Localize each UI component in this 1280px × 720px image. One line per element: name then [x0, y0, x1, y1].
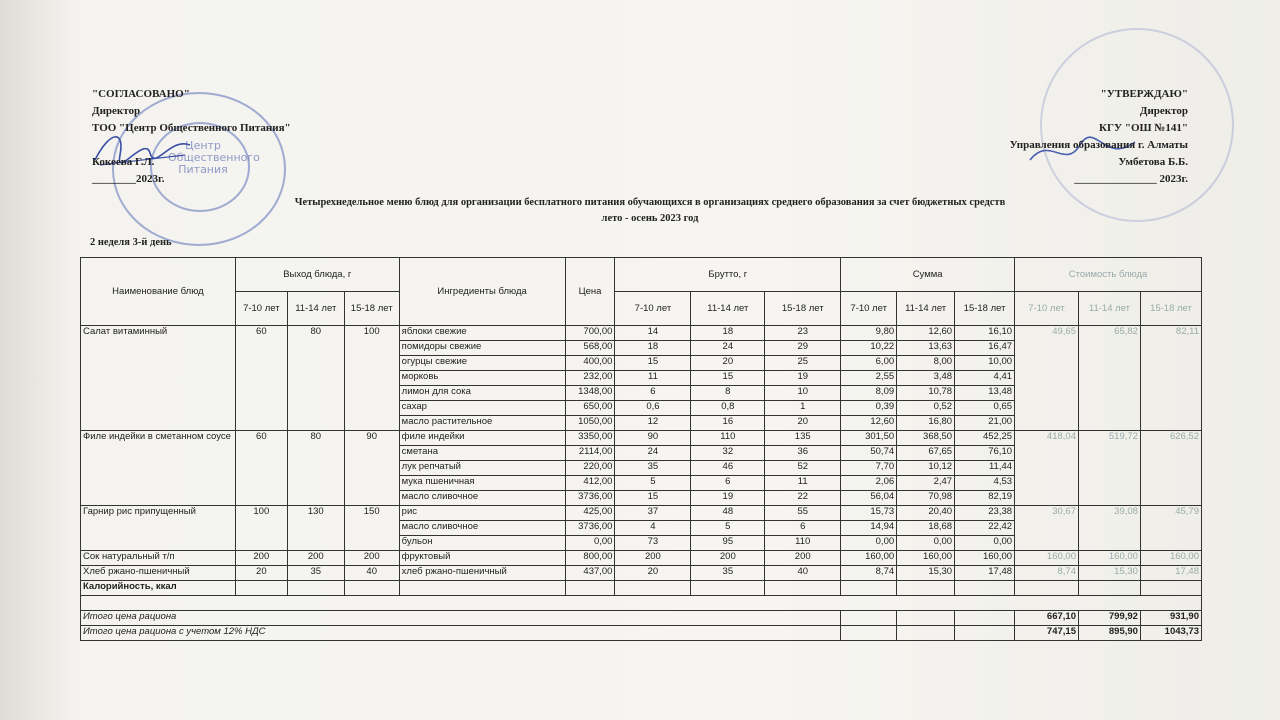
header-brutto-age3: 15-18 лет [765, 292, 841, 326]
brutto-value: 110 [691, 431, 765, 446]
brutto-value: 6 [691, 476, 765, 491]
dish-name: Хлеб ржано-пшеничный [81, 566, 236, 581]
dish-cost: 49,65 [1015, 326, 1079, 431]
sum-value: 9,80 [841, 326, 897, 341]
brutto-value: 90 [615, 431, 691, 446]
brutto-value: 55 [765, 506, 841, 521]
ingredient-name: филе индейки [399, 431, 565, 446]
empty-cell [1078, 581, 1140, 596]
dish-output: 200 [287, 551, 344, 566]
ingredient-name: масло сливочное [399, 521, 565, 536]
sum-value: 56,04 [841, 491, 897, 506]
sum-value: 2,47 [897, 476, 955, 491]
brutto-value: 37 [615, 506, 691, 521]
date-left: ________2023г. [92, 173, 165, 185]
empty-cell [565, 581, 615, 596]
total-row [81, 626, 1202, 641]
sum-value: 18,68 [897, 521, 955, 536]
brutto-value: 35 [691, 566, 765, 581]
sum-value: 0,00 [897, 536, 955, 551]
name-left: Кокеева Г.Л. [92, 156, 155, 168]
brutto-value: 19 [691, 491, 765, 506]
total-value: 667,10 [1015, 611, 1079, 626]
ingredient-name: фруктовый [399, 551, 565, 566]
dish-output: 80 [287, 326, 344, 431]
sum-value: 70,98 [897, 491, 955, 506]
ingredient-price: 437,00 [565, 566, 615, 581]
brutto-value: 135 [765, 431, 841, 446]
ingredient-name: лук репчатый [399, 461, 565, 476]
approval-right [1010, 86, 1188, 188]
brutto-value: 0,6 [615, 401, 691, 416]
dish-cost: 418,04 [1015, 431, 1079, 506]
brutto-value: 12 [615, 416, 691, 431]
empty-cell [955, 581, 1015, 596]
dish-cost: 30,67 [1015, 506, 1079, 551]
ingredient-price: 700,00 [565, 326, 615, 341]
sum-value: 0,00 [955, 536, 1015, 551]
department-right: Управления образования г. Алматы [1009, 139, 1188, 151]
brutto-value: 36 [765, 446, 841, 461]
brutto-value: 10 [765, 386, 841, 401]
brutto-value: 29 [765, 341, 841, 356]
agreed-label: "СОГЛАСОВАНО" [92, 88, 190, 100]
empty-cell [287, 581, 344, 596]
ingredient-price: 650,00 [565, 401, 615, 416]
brutto-value: 6 [615, 386, 691, 401]
brutto-value: 11 [615, 371, 691, 386]
header-sum-age2: 11-14 лет [897, 292, 955, 326]
ingredient-name: огурцы свежие [399, 356, 565, 371]
brutto-value: 14 [615, 326, 691, 341]
dish-cost: 519,72 [1078, 431, 1140, 506]
total-value: 895,90 [1078, 626, 1140, 641]
calories-label: Калорийность, ккал [81, 581, 236, 596]
dish-cost: 39,08 [1078, 506, 1140, 551]
empty-cell [955, 626, 1015, 641]
total-label: Итого цена рациона [81, 611, 841, 626]
sum-value: 76,10 [955, 446, 1015, 461]
sum-value: 0,65 [955, 401, 1015, 416]
header-cost: Стоимость блюда [1015, 258, 1202, 292]
sum-value: 8,09 [841, 386, 897, 401]
header-ingredients: Ингредиенты блюда [399, 258, 565, 326]
empty-cell [841, 581, 897, 596]
empty-cell [615, 581, 691, 596]
header-brutto-age1: 7-10 лет [615, 292, 691, 326]
dish-name: Сок натуральный т/п [81, 551, 236, 566]
brutto-value: 73 [615, 536, 691, 551]
ingredient-row [81, 566, 1202, 581]
brutto-value: 48 [691, 506, 765, 521]
dish-output: 200 [344, 551, 399, 566]
ingredient-row [81, 326, 1202, 341]
empty-cell [399, 581, 565, 596]
brutto-value: 19 [765, 371, 841, 386]
brutto-value: 200 [765, 551, 841, 566]
sum-value: 22,42 [955, 521, 1015, 536]
ingredient-name: мука пшеничная [399, 476, 565, 491]
header-sum-age1: 7-10 лет [841, 292, 897, 326]
sum-value: 21,00 [955, 416, 1015, 431]
document-title [250, 195, 1050, 227]
dish-output: 90 [344, 431, 399, 506]
ingredient-name: рис [399, 506, 565, 521]
dish-name: Салат витаминный [81, 326, 236, 431]
ingredient-name: помидоры свежие [399, 341, 565, 356]
ingredient-price: 1050,00 [565, 416, 615, 431]
empty-cell [235, 581, 287, 596]
header-brutto: Брутто, г [615, 258, 841, 292]
brutto-value: 23 [765, 326, 841, 341]
ingredient-name: масло сливочное [399, 491, 565, 506]
brutto-value: 25 [765, 356, 841, 371]
sum-value: 8,74 [841, 566, 897, 581]
sum-value: 23,38 [955, 506, 1015, 521]
empty-cell [955, 611, 1015, 626]
empty-cell [344, 581, 399, 596]
brutto-value: 1 [765, 401, 841, 416]
header-brutto-age2: 11-14 лет [691, 292, 765, 326]
header-dish-name: Наименование блюд [81, 258, 236, 326]
sum-value: 12,60 [841, 416, 897, 431]
sum-value: 4,41 [955, 371, 1015, 386]
dish-output: 100 [344, 326, 399, 431]
sum-value: 160,00 [955, 551, 1015, 566]
empty-cell [897, 611, 955, 626]
ingredient-name: сметана [399, 446, 565, 461]
dish-cost: 160,00 [1140, 551, 1201, 566]
sum-value: 4,53 [955, 476, 1015, 491]
dish-cost: 160,00 [1078, 551, 1140, 566]
ingredient-price: 412,00 [565, 476, 615, 491]
dish-output: 35 [287, 566, 344, 581]
dish-cost: 82,11 [1140, 326, 1201, 431]
sum-value: 2,55 [841, 371, 897, 386]
sum-value: 15,30 [897, 566, 955, 581]
sum-value: 20,40 [897, 506, 955, 521]
header-cost-age3: 15-18 лет [1140, 292, 1201, 326]
position-left: Директор [92, 105, 141, 117]
ingredient-price: 425,00 [565, 506, 615, 521]
stamp-text: Центр Общественного Питания [168, 139, 260, 176]
ingredient-name: лимон для сока [399, 386, 565, 401]
dish-name: Филе индейки в сметанном соусе [81, 431, 236, 506]
brutto-value: 20 [765, 416, 841, 431]
sum-value: 10,00 [955, 356, 1015, 371]
sum-value: 0,00 [841, 536, 897, 551]
brutto-value: 15 [615, 491, 691, 506]
header-output-age3: 15-18 лет [344, 292, 399, 326]
brutto-value: 4 [615, 521, 691, 536]
sum-value: 160,00 [841, 551, 897, 566]
brutto-value: 6 [765, 521, 841, 536]
brutto-value: 18 [615, 341, 691, 356]
total-value: 747,15 [1015, 626, 1079, 641]
sum-value: 10,12 [897, 461, 955, 476]
menu-table [80, 257, 1202, 641]
week-label: 2 неделя 3-й день [90, 237, 172, 248]
header-output-age2: 11-14 лет [287, 292, 344, 326]
brutto-value: 24 [615, 446, 691, 461]
title-line-2: лето - осень 2023 год [601, 213, 699, 224]
brutto-value: 15 [691, 371, 765, 386]
sum-value: 6,00 [841, 356, 897, 371]
sum-value: 13,63 [897, 341, 955, 356]
dish-cost: 15,30 [1078, 566, 1140, 581]
header-sum-age3: 15-18 лет [955, 292, 1015, 326]
brutto-value: 8 [691, 386, 765, 401]
sum-value: 2,06 [841, 476, 897, 491]
ingredient-price: 400,00 [565, 356, 615, 371]
ingredient-row [81, 551, 1202, 566]
dish-cost: 160,00 [1015, 551, 1079, 566]
total-value: 931,90 [1140, 611, 1201, 626]
dish-output: 100 [235, 506, 287, 551]
brutto-value: 110 [765, 536, 841, 551]
sum-value: 14,94 [841, 521, 897, 536]
brutto-value: 46 [691, 461, 765, 476]
brutto-value: 18 [691, 326, 765, 341]
total-row [81, 611, 1202, 626]
brutto-value: 35 [615, 461, 691, 476]
approval-left [92, 86, 291, 188]
sum-value: 301,50 [841, 431, 897, 446]
brutto-value: 11 [765, 476, 841, 491]
brutto-value: 20 [691, 356, 765, 371]
dish-cost: 17,48 [1140, 566, 1201, 581]
ingredient-name: бульон [399, 536, 565, 551]
dish-output: 130 [287, 506, 344, 551]
dish-cost: 65,82 [1078, 326, 1140, 431]
brutto-value: 15 [615, 356, 691, 371]
empty-cell [841, 611, 897, 626]
sum-value: 7,70 [841, 461, 897, 476]
sum-value: 12,60 [897, 326, 955, 341]
sum-value: 368,50 [897, 431, 955, 446]
brutto-value: 0,8 [691, 401, 765, 416]
sum-value: 160,00 [897, 551, 955, 566]
dish-cost: 626,52 [1140, 431, 1201, 506]
ingredient-price: 232,00 [565, 371, 615, 386]
brutto-value: 95 [691, 536, 765, 551]
header-output-age1: 7-10 лет [235, 292, 287, 326]
sum-value: 8,00 [897, 356, 955, 371]
ingredient-name: яблоки свежие [399, 326, 565, 341]
ingredient-row [81, 506, 1202, 521]
brutto-value: 22 [765, 491, 841, 506]
ingredient-name: морковь [399, 371, 565, 386]
empty-cell [841, 626, 897, 641]
dish-output: 40 [344, 566, 399, 581]
header-output: Выход блюда, г [235, 258, 399, 292]
brutto-value: 24 [691, 341, 765, 356]
ingredient-name: сахар [399, 401, 565, 416]
brutto-value: 200 [615, 551, 691, 566]
spacer-row [81, 596, 1202, 611]
dish-cost: 8,74 [1015, 566, 1079, 581]
brutto-value: 52 [765, 461, 841, 476]
brutto-value: 5 [615, 476, 691, 491]
empty-cell [691, 581, 765, 596]
brutto-value: 5 [691, 521, 765, 536]
ingredient-name: масло растительное [399, 416, 565, 431]
header-sum: Сумма [841, 258, 1015, 292]
sum-value: 67,65 [897, 446, 955, 461]
ingredient-price: 220,00 [565, 461, 615, 476]
dish-output: 150 [344, 506, 399, 551]
approve-label: "УТВЕРЖДАЮ" [1100, 88, 1188, 100]
title-line-1: Четырехнедельное меню блюд для организации бесплатного питания обучающихся в организациях среднего образования за счет бюджетных средств [294, 197, 1006, 208]
empty-cell [1015, 581, 1079, 596]
ingredient-price: 3736,00 [565, 491, 615, 506]
header-cost-age1: 7-10 лет [1015, 292, 1079, 326]
ingredient-price: 0,00 [565, 536, 615, 551]
organization-left: ТОО "Центр Общественного Питания" [92, 122, 291, 134]
ingredient-price: 3350,00 [565, 431, 615, 446]
spacer-cell [81, 596, 1202, 611]
sum-value: 10,22 [841, 341, 897, 356]
sum-value: 0,52 [897, 401, 955, 416]
sum-value: 11,44 [955, 461, 1015, 476]
empty-cell [897, 626, 955, 641]
sum-value: 16,80 [897, 416, 955, 431]
ingredient-price: 800,00 [565, 551, 615, 566]
sum-value: 452,25 [955, 431, 1015, 446]
calories-row [81, 581, 1202, 596]
organization-right: КГУ "ОШ №141" [1099, 122, 1188, 134]
sum-value: 10,78 [897, 386, 955, 401]
dish-output: 80 [287, 431, 344, 506]
dish-name: Гарнир рис припущенный [81, 506, 236, 551]
brutto-value: 16 [691, 416, 765, 431]
position-right: Директор [1139, 105, 1188, 117]
empty-cell [1140, 581, 1201, 596]
ingredient-name: хлеб ржано-пшеничный [399, 566, 565, 581]
header-price: Цена [565, 258, 615, 326]
dish-output: 60 [235, 326, 287, 431]
dish-cost: 45,79 [1140, 506, 1201, 551]
sum-value: 82,19 [955, 491, 1015, 506]
dish-output: 200 [235, 551, 287, 566]
ingredient-price: 3736,00 [565, 521, 615, 536]
total-label: Итого цена рациона с учетом 12% НДС [81, 626, 841, 641]
date-right: _______________ 2023г. [1074, 173, 1188, 185]
brutto-value: 40 [765, 566, 841, 581]
sum-value: 50,74 [841, 446, 897, 461]
sum-value: 16,47 [955, 341, 1015, 356]
ingredient-price: 568,00 [565, 341, 615, 356]
ingredient-row [81, 431, 1202, 446]
sum-value: 3,48 [897, 371, 955, 386]
sum-value: 16,10 [955, 326, 1015, 341]
ingredient-price: 1348,00 [565, 386, 615, 401]
total-value: 799,92 [1078, 611, 1140, 626]
sum-value: 13,48 [955, 386, 1015, 401]
ingredient-price: 2114,00 [565, 446, 615, 461]
sum-value: 0,39 [841, 401, 897, 416]
dish-output: 20 [235, 566, 287, 581]
empty-cell [765, 581, 841, 596]
empty-cell [897, 581, 955, 596]
total-value: 1043,73 [1140, 626, 1201, 641]
brutto-value: 20 [615, 566, 691, 581]
name-right: Умбетова Б.Б. [1118, 156, 1188, 168]
brutto-value: 200 [691, 551, 765, 566]
sum-value: 15,73 [841, 506, 897, 521]
sum-value: 17,48 [955, 566, 1015, 581]
dish-output: 60 [235, 431, 287, 506]
header-cost-age2: 11-14 лет [1078, 292, 1140, 326]
brutto-value: 32 [691, 446, 765, 461]
